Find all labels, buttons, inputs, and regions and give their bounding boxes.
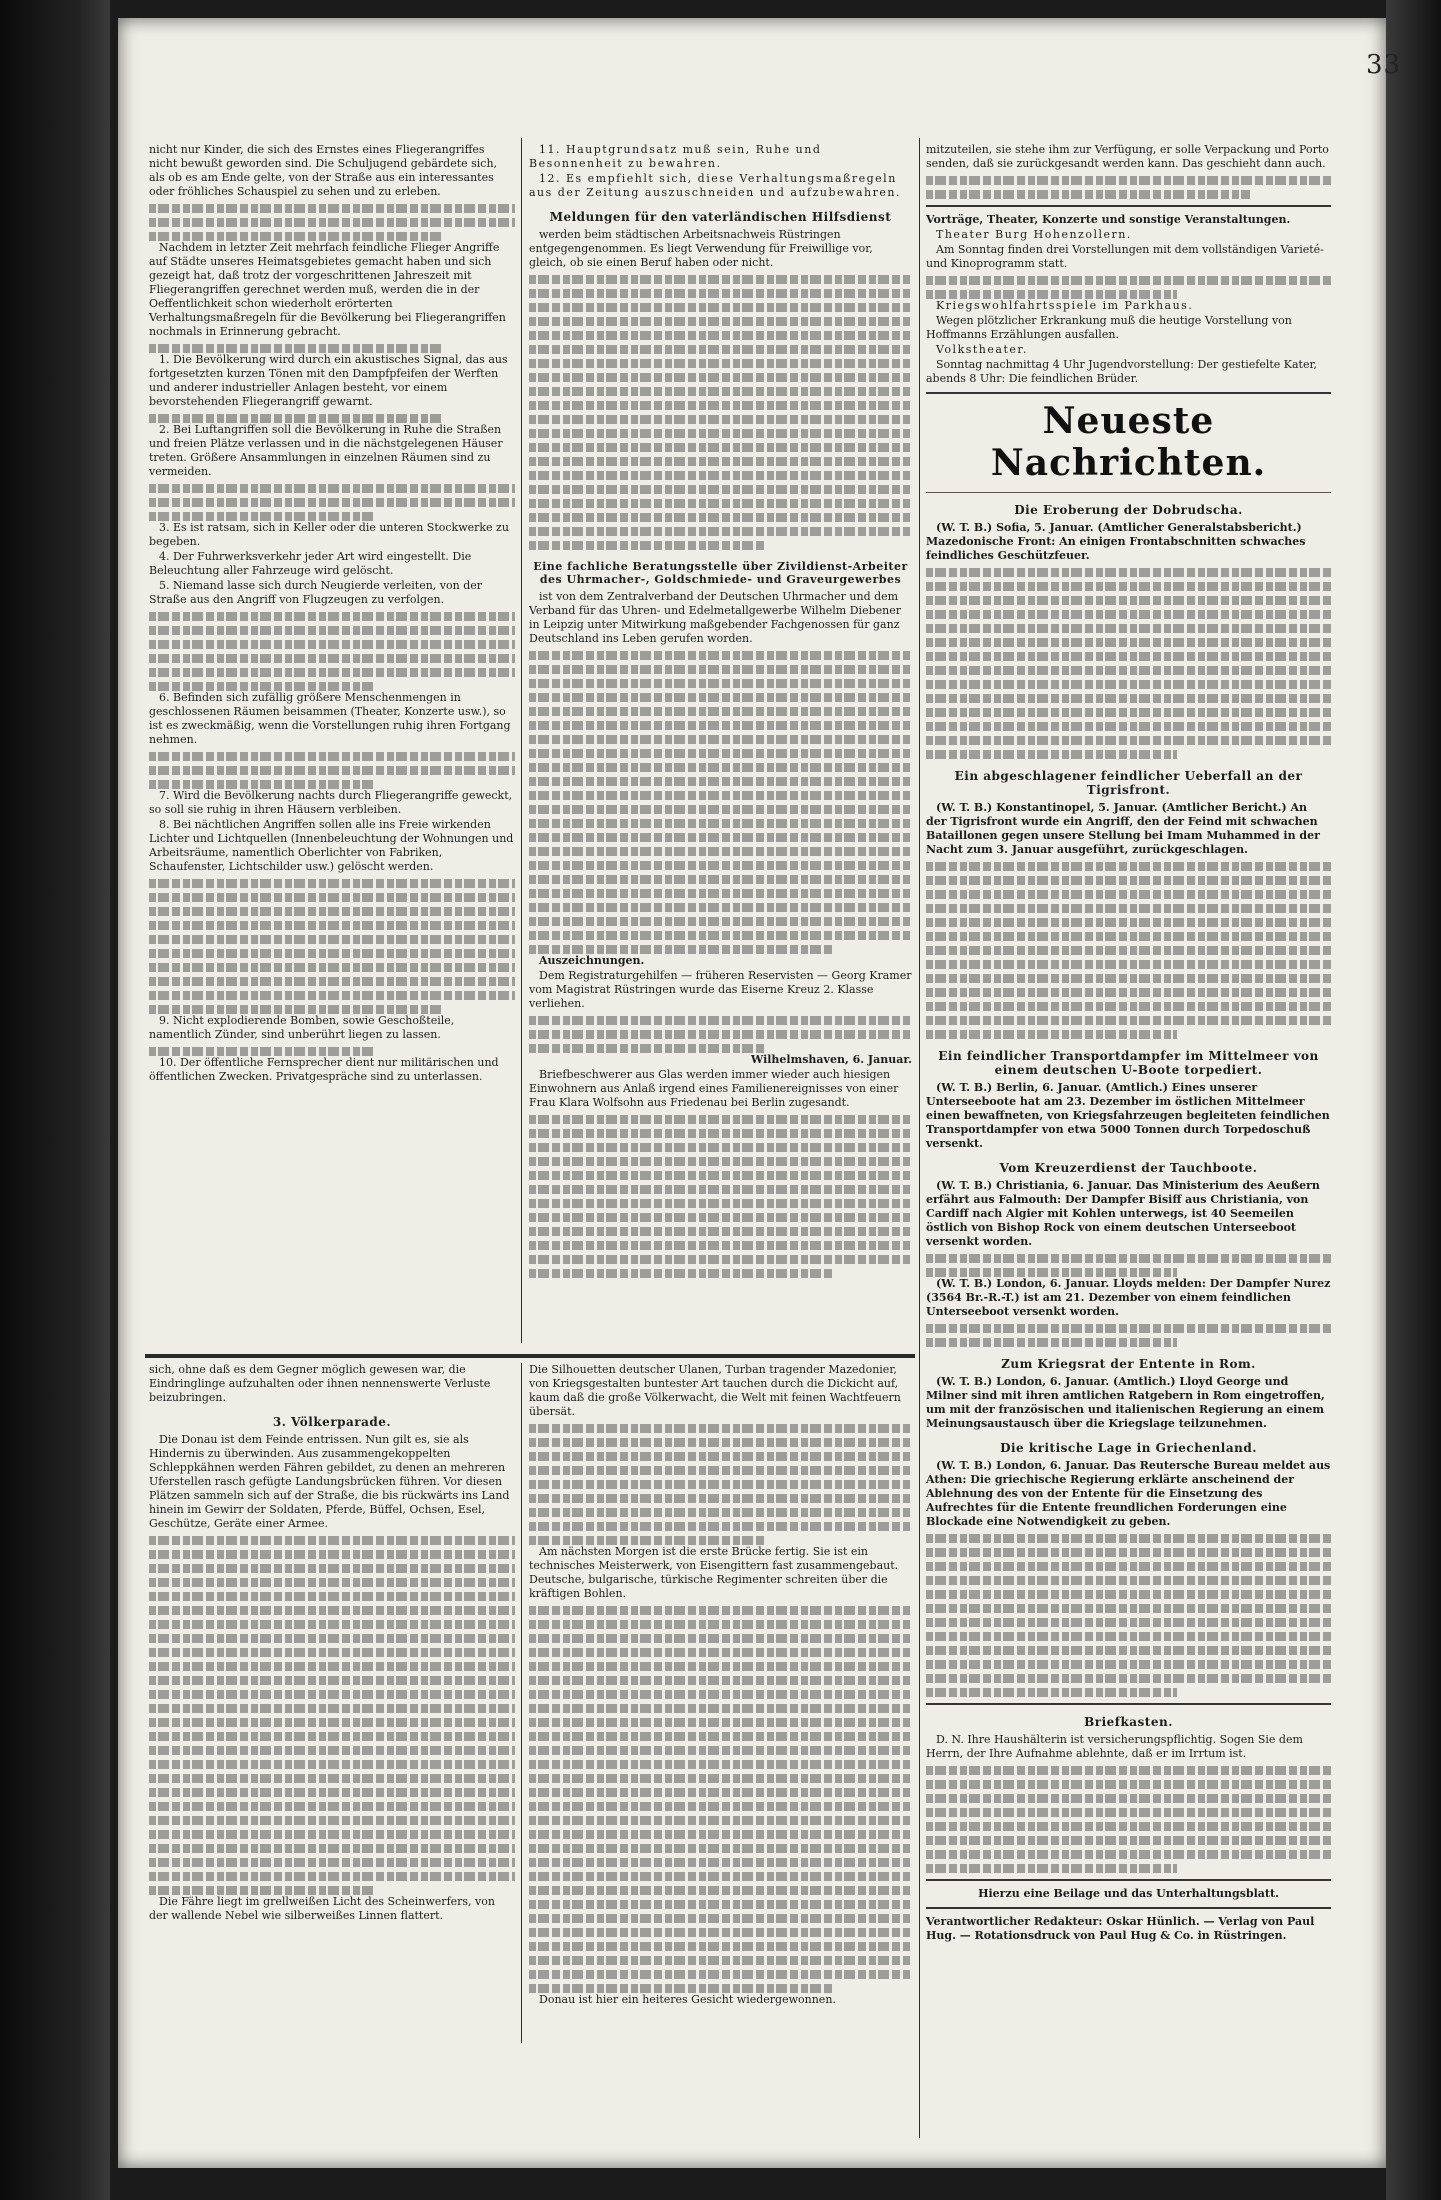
text-line — [149, 1760, 515, 1769]
text-line — [149, 1620, 515, 1629]
masthead: Neueste Nachrichten. — [990, 400, 1267, 484]
text-line — [149, 1005, 442, 1014]
list-item: 3. Es ist ratsam, sich in Keller oder die unteren Stockwerke zu begeben. — [149, 521, 509, 548]
text-line — [529, 359, 912, 368]
text-line — [149, 879, 515, 888]
text-line — [149, 204, 515, 213]
text-line — [529, 1942, 912, 1951]
text-line — [529, 1424, 912, 1433]
article-text: nicht nur Kinder, die sich des Ernstes eines Fliegerangriffes nicht bewußt geworden sind. Die Schuljugend gebärdete sich, als ob es am Ende gelte, von der Straße aus ein interessantes oder fröhliches Schauspiel zu sehen und zu erleben. — [149, 143, 498, 198]
list-item: 5. Niemand lasse sich durch Neugierde verleiten, von der Straße aus den Angriff von Flugzeugen zu verfolgen. — [149, 579, 483, 606]
text-line — [149, 991, 515, 1000]
text-line — [926, 582, 1331, 591]
text-line — [529, 1970, 912, 1979]
text-line — [529, 679, 912, 688]
news-text: (W. T. B.) London, 6. Januar. (Amtlich.) Lloyd George und Milner sind mit ihren amtlichen Ratgebern in Rom eingetroffen, um mit der französischen und italienischen Regierung an einem Meinungsaustausch über die Kriegslage teilzunehmen. — [926, 1375, 1325, 1430]
text-line — [529, 1157, 912, 1166]
column-2-top — [529, 143, 912, 1348]
article-text: Wegen plötzlicher Erkrankung muß die heutige Vorstellung von Hoffmanns Erzählungen ausfallen. — [926, 314, 1292, 341]
section-heading: Briefkasten. — [1084, 1715, 1173, 1729]
imprint: Verantwortlicher Redakteur: Oskar Hünlich. — Verlag von Paul Hug. — Rotationsdruck von Paul Hug & Co. in Rüstringen. — [926, 1915, 1315, 1942]
text-line — [529, 1452, 912, 1461]
text-line — [926, 1548, 1331, 1557]
text-line — [926, 1688, 1177, 1697]
text-line — [529, 1115, 912, 1124]
article-text: D. N. Ihre Haushälterin ist versicherungspflichtig. Sogen Sie dem Herrn, der Ihre Aufnahme ablehnte, daß er im Irrtum ist. — [926, 1733, 1303, 1760]
text-line — [529, 415, 912, 424]
text-line — [529, 819, 912, 828]
text-line — [926, 1324, 1331, 1333]
text-line — [149, 668, 515, 677]
text-line — [529, 1676, 912, 1685]
text-line — [529, 1844, 912, 1853]
list-item: 7. Wird die Bevölkerung nachts durch Fliegerangriffe geweckt, so soll sie ruhig in ihren Häusern verbleiben. — [149, 789, 513, 816]
text-line — [149, 414, 442, 423]
text-line — [926, 1338, 1177, 1347]
text-line — [926, 1864, 1177, 1873]
text-line — [149, 1634, 515, 1643]
horizontal-rule — [926, 1879, 1331, 1881]
text-line — [149, 1886, 376, 1895]
article-text: mitzuteilen, sie stehe ihm zur Verfügung, er solle Verpackung und Porto senden, daß sie zurückgesandt werden kann. Das geschieht dann auch. — [926, 143, 1329, 170]
text-line — [149, 232, 442, 241]
text-line — [149, 1550, 515, 1559]
text-line — [529, 1255, 912, 1264]
text-line — [529, 1802, 912, 1811]
text-line — [149, 921, 515, 930]
column-3 — [926, 143, 1331, 2128]
venue-name: Theater Burg Hohenzollern. — [936, 228, 1132, 241]
text-line — [149, 1536, 515, 1545]
text-line — [529, 1016, 912, 1025]
text-line — [529, 1690, 912, 1699]
text-line — [926, 1576, 1331, 1585]
text-line — [529, 1774, 912, 1783]
article-text: Die Fähre liegt im grellweißen Licht des Scheinwerfers, von der wallende Nebel wie silberweißes Linnen flattert. — [149, 1895, 495, 1922]
text-line — [529, 275, 912, 284]
text-line — [926, 1002, 1331, 1011]
text-line — [926, 290, 1177, 299]
text-line — [529, 1648, 912, 1657]
text-line — [149, 626, 515, 635]
text-line — [529, 331, 912, 340]
text-line — [529, 485, 912, 494]
text-line — [149, 1690, 515, 1699]
article-text: ist von dem Zentralverband der Deutschen Uhrmacher und dem Verband für das Uhren- und Edelmetallgewerbe Wilhelm Diebener in Leipzig unter Mitwirkung maßgebender Fachgenossen für ganz Deutschland ins Leben gerufen worden. — [529, 590, 901, 645]
text-line — [529, 861, 912, 870]
text-line — [529, 749, 912, 758]
text-line — [149, 1844, 515, 1853]
text-line — [149, 1704, 515, 1713]
newspaper-page — [118, 18, 1402, 2168]
news-text: (W. T. B.) Sofia, 5. Januar. (Amtlicher Generalstabsbericht.) Mazedonische Front: An einigen Frontabschnitten schwaches feindliches Geschützfeuer. — [926, 521, 1306, 562]
page-number: 33 — [1366, 50, 1402, 80]
article-text: Am nächsten Morgen ist die erste Brücke fertig. Sie ist ein technisches Meisterwerk, von Eisengittern fast zusammengebaut. Deutsche, bulgarische, türkische Regimenter schreiten über die kräftigen Bohlen. — [529, 1545, 899, 1600]
text-line — [529, 1213, 912, 1222]
list-item: 2. Bei Luftangriffen soll die Bevölkerung in Ruhe die Straßen und freien Plätze verlassen und in die nächstgelegenen Häuser treten. Größere Ansammlungen in einzelnen Räumen sind zu vermeiden. — [149, 423, 503, 478]
text-line — [529, 303, 912, 312]
text-line — [149, 512, 376, 521]
text-line — [529, 763, 912, 772]
text-line — [926, 624, 1331, 633]
text-line — [529, 651, 912, 660]
text-line — [926, 1850, 1331, 1859]
text-line — [926, 1822, 1331, 1831]
text-line — [529, 693, 912, 702]
text-line — [149, 766, 515, 775]
text-line — [529, 1984, 835, 1993]
text-line — [529, 1606, 912, 1615]
text-line — [529, 345, 912, 354]
text-line — [529, 1620, 912, 1629]
article-text: werden beim städtischen Arbeitsnachweis Rüstringen entgegengenommen. Es liegt Verwendung für Freiwillige vor, gleich, ob sie einen Beruf haben oder nicht. — [529, 228, 873, 269]
horizontal-rule — [926, 1703, 1331, 1705]
text-line — [926, 680, 1331, 689]
text-line — [149, 1788, 515, 1797]
text-line — [149, 612, 515, 621]
news-text: (W. T. B.) London, 6. Januar. Das Reutersche Bureau meldet aus Athen: Die griechische Regierung erklärte anscheinend der Ablehnung des von der Entente für die Einsetzung des Aufrechtes für die Entente freundlichen Forderungen eine Blockade eine Notwendigkeit zu geben. — [926, 1459, 1331, 1528]
section-heading: Meldungen für den vaterländischen Hilfsdienst — [549, 210, 892, 224]
text-line — [926, 1562, 1331, 1571]
text-line — [149, 1564, 515, 1573]
section-divider — [145, 1354, 915, 1358]
text-line — [529, 1886, 912, 1895]
text-line — [529, 1956, 912, 1965]
text-line — [529, 1466, 912, 1475]
text-line — [529, 721, 912, 730]
text-line — [926, 988, 1331, 997]
text-line — [149, 1592, 515, 1601]
text-line — [529, 791, 912, 800]
column-rule — [521, 138, 522, 1343]
text-line — [529, 1536, 766, 1545]
text-line — [926, 1016, 1331, 1025]
text-line — [529, 707, 912, 716]
text-line — [529, 945, 835, 954]
text-line — [926, 708, 1331, 717]
text-line — [529, 1030, 912, 1039]
text-line — [926, 1660, 1331, 1669]
text-line — [529, 1760, 912, 1769]
text-line — [926, 1674, 1331, 1683]
text-line — [529, 1185, 912, 1194]
text-line — [926, 666, 1331, 675]
text-line — [529, 1816, 912, 1825]
text-line — [529, 805, 912, 814]
text-line — [926, 1268, 1177, 1277]
list-item: 4. Der Fuhrwerksverkehr jeder Art wird eingestellt. Die Beleuchtung aller Fahrzeuge wird gelöscht. — [149, 550, 472, 577]
text-line — [926, 1808, 1331, 1817]
news-text: (W. T. B.) Konstantinopel, 5. Januar. (Amtlicher Bericht.) An der Tigrisfront wurde ein Angriff, den der Feind mit schwachen Bataillonen gegen unsere Stellung bei Imam Muhammed in der Nacht zum 3. Januar ausgeführt, zurückgeschlagen. — [926, 801, 1320, 856]
text-line — [149, 1648, 515, 1657]
text-line — [926, 862, 1331, 871]
text-line — [149, 893, 515, 902]
text-line — [529, 1928, 912, 1937]
horizontal-rule — [926, 205, 1331, 207]
text-line — [926, 1604, 1331, 1613]
text-line — [529, 1129, 912, 1138]
text-line — [149, 949, 515, 958]
text-line — [529, 1746, 912, 1755]
text-line — [529, 1522, 912, 1531]
text-line — [149, 780, 376, 789]
venue-name: Volkstheater. — [936, 343, 1028, 356]
text-line — [529, 1788, 912, 1797]
text-line — [529, 735, 912, 744]
article-text: Die Donau ist dem Feinde entrissen. Nun gilt es, sie als Hindernis zu überwinden. Aus zusammengekoppelten Schleppkähnen werden Fähren gebildet, zu denen an mehreren Uferstellen rasch gefügte Landungsbrücken führen. Vor diesen Plätzen sammeln sich auf der Straße, die bis rückwärts ins Land hinein im Gewirr der Soldaten, Pferde, Büffel, Ochsen, Esel, Geschütze, Geräte einer Armee. — [149, 1433, 510, 1530]
text-line — [529, 1241, 912, 1250]
text-line — [926, 638, 1331, 647]
text-line — [529, 1634, 912, 1643]
text-line — [926, 736, 1331, 745]
text-line — [149, 907, 515, 916]
text-line — [529, 317, 912, 326]
column-1-top — [149, 143, 515, 1348]
text-line — [926, 722, 1331, 731]
article-text: Briefbeschwerer aus Glas werden immer wieder auch hiesigen Einwohnern aus Anlaß irgend eines Familienereignisses von einer Frau Klara Wolfsohn aus Friedenau bei Berlin zugesandt. — [529, 1068, 899, 1109]
text-line — [529, 917, 912, 926]
article-text: Dem Registraturgehilfen — früheren Reservisten — Georg Kramer vom Magistrat Rüstringen wurde das Eiserne Kreuz 2. Klasse verliehen. — [529, 969, 912, 1010]
text-line — [926, 652, 1331, 661]
text-line — [926, 876, 1331, 885]
text-line — [149, 498, 515, 507]
list-item: 11. Hauptgrundsatz muß sein, Ruhe und Besonnenheit zu bewahren. — [529, 143, 822, 170]
text-line — [529, 1508, 912, 1517]
text-line — [926, 1836, 1331, 1845]
horizontal-rule — [926, 1907, 1331, 1909]
article-text: Nachdem in letzter Zeit mehrfach feindliche Flieger Angriffe auf Städte unseres Heimatsgebietes gemacht haben und sich gezeigt hat, daß trotz der vorgeschrittenen Jahreszeit mit Fliegerangriffen gerechnet werden muß, werden die in der Oeffentlichkeit schon wiederholt erörterten Verhaltungsmaßregeln für die Bevölkerung bei Fliegerangriffen nochmals in Erinnerung gebracht. — [149, 241, 506, 338]
text-line — [149, 1732, 515, 1741]
text-line — [529, 1732, 912, 1741]
article-text: Donau ist hier ein heiteres Gesicht wiedergewonnen. — [539, 1993, 836, 2006]
supplement-note: Hierzu eine Beilage und das Unterhaltungsblatt. — [978, 1887, 1279, 1900]
text-line — [149, 1047, 376, 1056]
section-heading: Auszeichnungen. — [539, 954, 645, 967]
text-line — [529, 387, 912, 396]
text-line — [149, 1872, 515, 1881]
text-line — [529, 665, 912, 674]
text-line — [529, 1438, 912, 1447]
text-line — [149, 1830, 515, 1839]
text-line — [529, 1830, 912, 1839]
text-line — [529, 1718, 912, 1727]
news-heading: Die Eroberung der Dobrudscha. — [1014, 503, 1243, 517]
text-line — [529, 1480, 912, 1489]
list-item: 1. Die Bevölkerung wird durch ein akustisches Signal, das aus fortgesetzten kurzen Tönen mit den Dampfpfeifen der Werften und anderer industrieller Anlagen besteht, vor einem bevorstehenden Fliegerangriff gewarnt. — [149, 353, 508, 408]
text-line — [529, 833, 912, 842]
text-line — [529, 1227, 912, 1236]
news-text: (W. T. B.) London, 6. Januar. Lloyds melden: Der Dampfer Nurez (3564 Br.-R.-T.) ist am 21. Dezember von einem feindlichen Unterseeboot versenkt worden. — [926, 1277, 1331, 1318]
list-item: 12. Es empfiehlt sich, diese Verhaltungsmaßregeln aus der Zeitung auszuschneiden und aufzubewahren. — [529, 172, 901, 199]
column-rule — [521, 1363, 522, 2043]
text-line — [926, 1030, 1177, 1039]
section-heading: Eine fachliche Beratungsstelle über Zivildienst-Arbeiter des Uhrmacher-, Goldschmiede- und Graveurgewerbes — [533, 560, 908, 586]
text-line — [529, 777, 912, 786]
text-line — [529, 903, 912, 912]
scan-background-right — [1386, 0, 1441, 2200]
text-line — [529, 889, 912, 898]
news-text: (W. T. B.) Berlin, 6. Januar. (Amtlich.) Eines unserer Unterseeboote hat am 23. Dezember im östlichen Mittelmeer einen bewaffneten, von Kriegsfahrzeugen begleiteten feindlichen Transportdampfer von etwa 5000 Tonnen durch Torpedoschuß versenkt. — [926, 1081, 1330, 1150]
text-line — [529, 513, 912, 522]
text-line — [529, 1269, 835, 1278]
text-line — [926, 276, 1331, 285]
text-line — [149, 484, 515, 493]
news-heading: Die kritische Lage in Griechenland. — [1000, 1441, 1257, 1455]
text-line — [926, 1618, 1331, 1627]
section-heading: 3. Völkerparade. — [272, 1415, 392, 1429]
news-heading: Ein abgeschlagener feindlicher Ueberfall an der Tigrisfront. — [954, 769, 1303, 797]
text-line — [149, 1774, 515, 1783]
text-line — [529, 289, 912, 298]
text-line — [926, 694, 1331, 703]
text-line — [926, 1766, 1331, 1775]
text-line — [529, 499, 912, 508]
text-line — [926, 176, 1331, 185]
text-line — [926, 918, 1331, 927]
text-line — [926, 960, 1331, 969]
text-line — [529, 1872, 912, 1881]
scan-background-left — [0, 0, 110, 2200]
text-line — [926, 1534, 1331, 1543]
text-line — [149, 654, 515, 663]
text-line — [926, 1780, 1331, 1789]
text-line — [529, 471, 912, 480]
text-line — [149, 1802, 515, 1811]
text-line — [529, 1171, 912, 1180]
text-line — [926, 1632, 1331, 1641]
text-line — [926, 974, 1331, 983]
text-line — [529, 443, 912, 452]
text-line — [926, 1646, 1331, 1655]
text-line — [926, 1794, 1331, 1803]
text-line — [149, 1662, 515, 1671]
article-text: Sonntag nachmittag 4 Uhr Jugendvorstellung: Der gestiefelte Kater, abends 8 Uhr: Die feindlichen Brüder. — [926, 358, 1318, 385]
text-line — [529, 1704, 912, 1713]
text-line — [926, 890, 1331, 899]
text-line — [926, 1254, 1331, 1263]
text-line — [149, 1606, 515, 1615]
text-line — [149, 640, 515, 649]
text-line — [149, 1816, 515, 1825]
list-item: 8. Bei nächtlichen Angriffen sollen alle ins Freie wirkenden Lichter und Lichtquellen (Innenbeleuchtung der Wohnungen und Arbeitsräume, namentlich Oberlichter von Fabriken, Schaufenster, Lichtschilder usw.) gelöscht werden. — [149, 818, 514, 873]
list-item: 10. Der öffentliche Fernsprecher dient nur militärischen und öffentlichen Zwecken. Privatgespräche sind zu unterlassen. — [149, 1056, 499, 1083]
text-line — [529, 1858, 912, 1867]
text-line — [529, 541, 766, 550]
text-line — [149, 935, 515, 944]
dateline: Wilhelmshaven, 6. Januar. — [750, 1053, 912, 1066]
text-line — [529, 373, 912, 382]
text-line — [926, 610, 1331, 619]
list-item: 6. Befinden sich zufällig größere Menschenmengen in geschlossenen Räumen beisammen (Theater, Konzerte usw.), so ist es zweckmäßig, wenn die Vorstellungen ruhig ihren Fortgang nehmen. — [149, 691, 511, 746]
text-line — [926, 932, 1331, 941]
text-line — [149, 218, 515, 227]
text-line — [529, 457, 912, 466]
text-line — [529, 1143, 912, 1152]
list-item: 9. Nicht explodierende Bomben, sowie Geschoßteile, namentlich Zünder, sind unberührt liegen zu lassen. — [149, 1014, 455, 1041]
text-line — [529, 1900, 912, 1909]
news-heading: Vom Kreuzerdienst der Tauchboote. — [999, 1161, 1258, 1175]
news-heading: Ein feindlicher Transportdampfer im Mittelmeer von einem deutschen U-Boote torpediert. — [938, 1049, 1319, 1077]
news-heading: Zum Kriegsrat der Entente in Rom. — [1001, 1357, 1256, 1371]
horizontal-rule — [926, 392, 1331, 394]
column-rule — [919, 138, 920, 2138]
text-line — [926, 1590, 1331, 1599]
text-line — [149, 682, 376, 691]
text-line — [529, 1199, 912, 1208]
text-line — [529, 847, 912, 856]
text-line — [149, 1718, 515, 1727]
text-line — [926, 190, 1250, 199]
column-1-bottom — [149, 1363, 515, 2043]
text-line — [926, 568, 1331, 577]
article-text: sich, ohne daß es dem Gegner möglich gewesen war, die Eindringlinge aufzuhalten oder ihnen nennenswerte Verluste beizubringen. — [149, 1363, 491, 1404]
text-line — [529, 875, 912, 884]
text-line — [149, 344, 442, 353]
text-line — [149, 1746, 515, 1755]
text-line — [529, 1914, 912, 1923]
text-line — [926, 946, 1331, 955]
column-2-bottom — [529, 1363, 912, 2043]
text-line — [529, 1044, 766, 1053]
text-line — [926, 750, 1177, 759]
text-line — [149, 1578, 515, 1587]
article-text: Am Sonntag finden drei Vorstellungen mit dem vollständigen Varieté- und Kinoprogramm statt. — [926, 243, 1324, 270]
text-line — [529, 931, 912, 940]
section-heading: Vorträge, Theater, Konzerte und sonstige Veranstaltungen. — [926, 213, 1291, 226]
news-text: (W. T. B.) Christiania, 6. Januar. Das Ministerium des Aeußern erfährt aus Falmouth: Der Dampfer Bisiff aus Christiania, von Cardiff nach Algier mit Kohlen unterwegs, ist 40 Seemeilen östlich von Bishop Rock von einem deutschen Unterseeboot versenkt worden. — [926, 1179, 1320, 1248]
venue-name: Kriegswohlfahrtsspiele im Parkhaus. — [936, 299, 1194, 312]
text-line — [149, 1676, 515, 1685]
text-line — [149, 977, 515, 986]
text-line — [529, 527, 912, 536]
text-line — [926, 596, 1331, 605]
text-line — [529, 1662, 912, 1671]
text-line — [529, 429, 912, 438]
horizontal-rule — [926, 492, 1331, 493]
text-line — [529, 401, 912, 410]
text-line — [926, 904, 1331, 913]
text-line — [529, 1494, 912, 1503]
text-line — [149, 752, 515, 761]
text-line — [149, 1858, 515, 1867]
text-line — [149, 963, 515, 972]
article-text: Die Silhouetten deutscher Ulanen, Turban tragender Mazedonier, von Kriegsgestalten buntester Art tauchen durch die Dickicht auf, kaum daß die große Völkerwacht, die Welt mit feinen Wachtfeuern übersät. — [529, 1363, 901, 1418]
